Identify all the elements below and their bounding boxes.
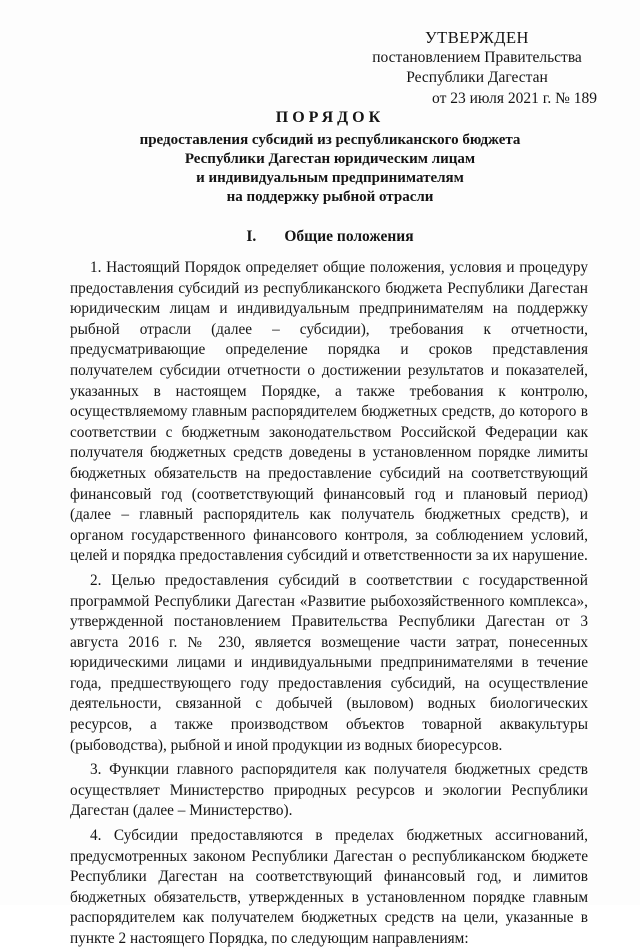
section-number: I. — [246, 228, 257, 245]
approval-stamp — [372, 28, 597, 109]
title-line-1: предоставления субсидий из республиканского бюджета — [139, 132, 521, 148]
paragraph-2: 2. Целью предоставления субсидий в соответствии с государственной программой Республики Дагестан «Развитие рыбохозяйственного комплекса», утвержденной постановлением Правительства Республики Дагестан от 3 августа 2016 г. № 230, является возмещение части затрат, понесенных юридическими лицами и индивидуальными предпринимателями в течение года, предшествующего году предоставления субсидий, на осуществление деятельности, связанной с добычей (выловом) водных биологических ресурсов, а также производством объектов товарной аквакультуры (рыбоводства), рыбной и иной продукции из водных биоресурсов. — [70, 571, 588, 754]
section-heading — [210, 228, 450, 246]
approval-line-2: Республики Дагестан — [406, 69, 548, 86]
approval-heading: УТВЕРЖДЕН — [425, 28, 529, 47]
title-main: ПОРЯДОК — [275, 109, 385, 126]
title-line-4: на поддержку рыбной отрасли — [226, 189, 434, 205]
paragraph-4: 4. Субсидии предоставляются в пределах бюджетных ассигнований, предусмотренных законом Республики Дагестан о республиканском бюджете Республики Дагестан на соответствующий финансовый год, и лимитов бюджетных обязательств, утвержденных в установленном порядке главным распорядителем как получателем бюджетных средств на цели, указанные в пункте 2 настоящего Порядка, по следующим направлениям: — [70, 827, 588, 947]
approval-date: от 23 июля 2021 г. № 189 — [432, 90, 597, 107]
section-title: Общие положения — [284, 228, 414, 245]
document-title — [110, 108, 550, 207]
title-line-3: и индивидуальным предпринимателям — [196, 170, 464, 186]
paragraph-1: 1. Настоящий Порядок определяет общие положения, условия и процедуру предоставления субсидий из республиканского бюджета Республики Дагестан юридическим лицам и индивидуальным предпринимателям на поддержку рыбной отрасли (далее – субсидии), требования к отчетности, предусматривающие определение порядка и сроков представления получателем субсидии отчетности о достижении результатов и показателей, указанных в настоящем Порядке, а также требования к контролю, осуществляемому главным распорядителем бюджетных средств, до которого в соответствии с бюджетным законодательством Российской Федерации как получателя бюджетных средств доведены в установленном порядке лимиты бюджетных обязательств на предоставление субсидий на соответствующий финансовый год (соответствующий финансовый год и плановый период) (далее – главный распорядитель как получатель бюджетных средств), и органом государственного финансового контроля, за соблюдением условий, целей и порядка предоставления субсидий и ответственности за их нарушение. — [70, 259, 588, 565]
document-body — [70, 258, 588, 950]
approval-line-1: постановлением Правительства — [372, 49, 582, 66]
paragraph-3: 3. Функции главного распорядителя как получателя бюджетных средств осуществляет Министерство природных ресурсов и экологии Республики Дагестан (далее – Министерство). — [70, 761, 588, 820]
title-line-2: Республики Дагестан юридическим лицам — [184, 151, 476, 167]
